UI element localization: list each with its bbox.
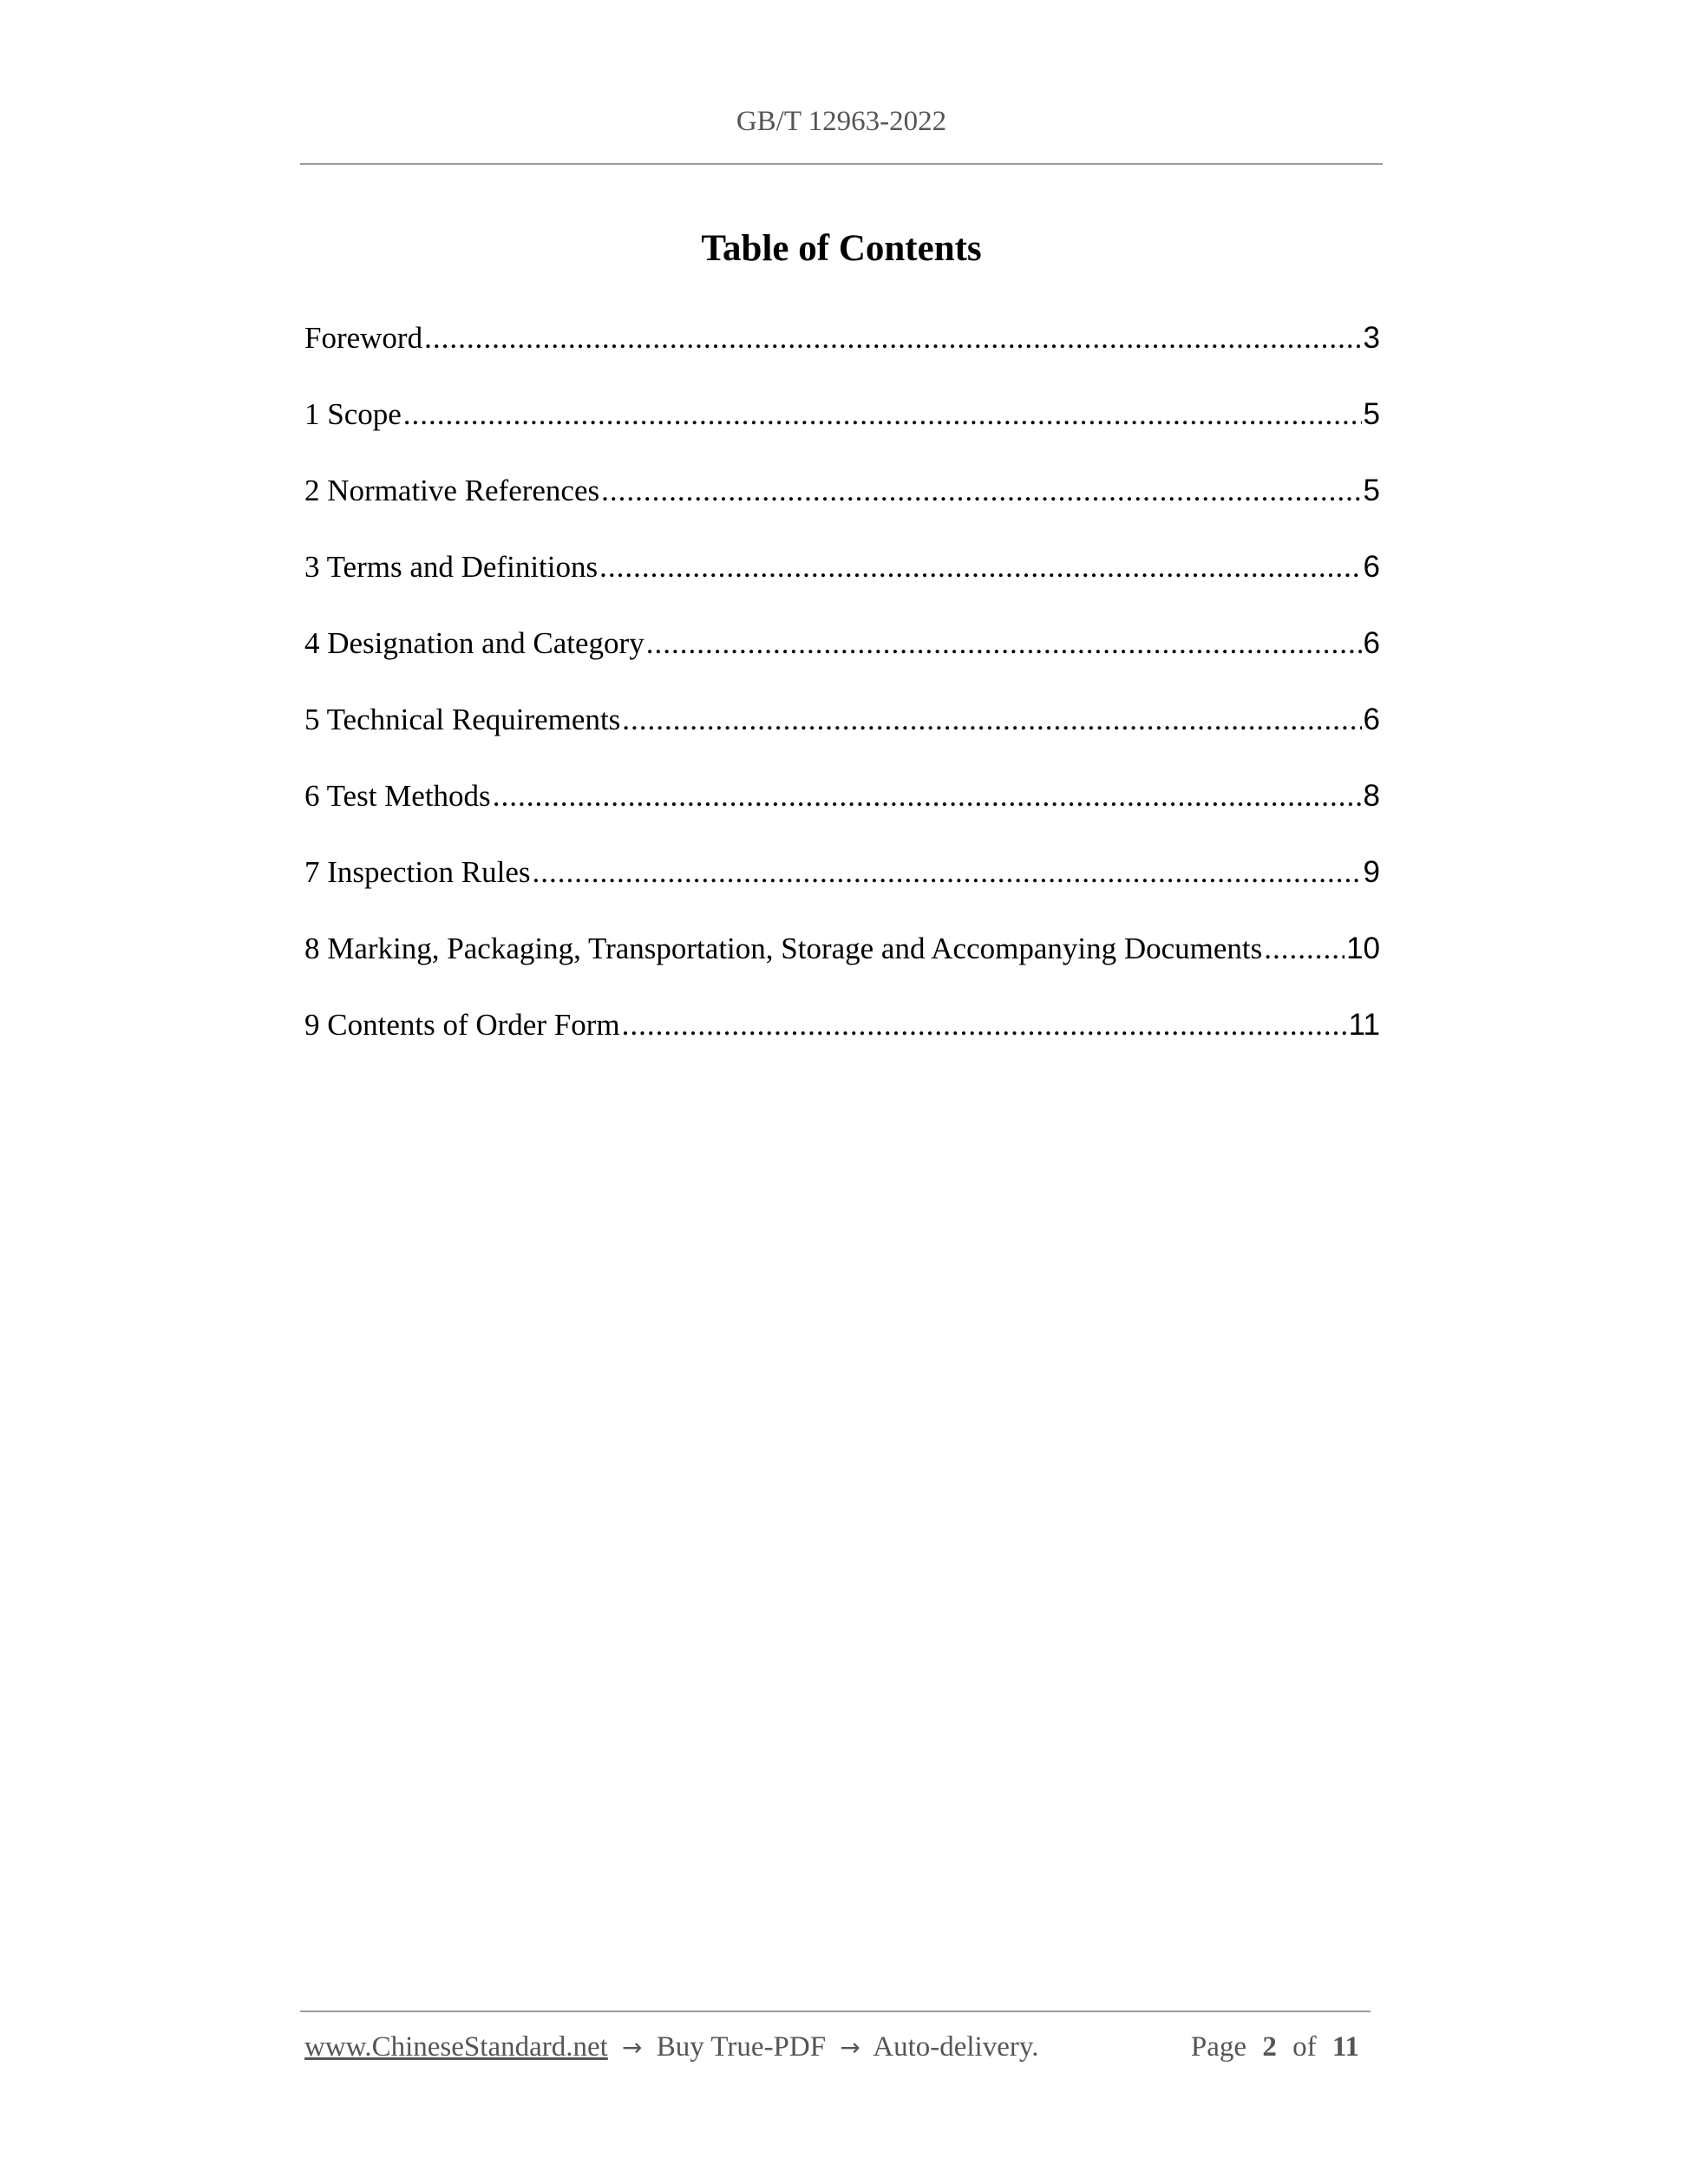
toc-leader-dots — [622, 697, 1361, 742]
toc-page-number: 3 — [1363, 321, 1380, 355]
toc-entry-marking-packaging[interactable] — [304, 926, 1380, 1003]
toc-entry-title: 8 Marking, Packaging, Transportation, Storage and Accompanying Documents — [304, 932, 1263, 965]
arrow-right-icon: → — [622, 2033, 643, 2062]
toc-page-number: 6 — [1363, 703, 1380, 736]
toc-entry-inspection-rules[interactable] — [304, 850, 1380, 926]
toc-entry-terms-and-definitions[interactable] — [304, 545, 1380, 621]
toc-title: Table of Contents — [701, 228, 982, 269]
toc-entry-scope[interactable] — [304, 392, 1380, 468]
footer-delivery-text: Auto-delivery. — [873, 2031, 1039, 2063]
toc-leader-dots — [493, 774, 1362, 819]
of-label: of — [1292, 2031, 1317, 2063]
toc-entry-foreword[interactable] — [304, 316, 1380, 392]
toc-entry-title: 3 Terms and Definitions — [304, 550, 599, 584]
toc-leader-dots — [599, 545, 1361, 590]
arrow-right-icon: → — [840, 2033, 860, 2062]
toc-list — [304, 316, 1380, 1079]
website-link[interactable]: www.ChineseStandard.net — [304, 2031, 608, 2063]
toc-page-number: 9 — [1363, 855, 1380, 889]
toc-page-number: 6 — [1363, 626, 1380, 660]
toc-entry-designation-and-category[interactable] — [304, 621, 1380, 697]
current-page-number: 2 — [1262, 2031, 1277, 2063]
toc-entry-title: 4 Designation and Category — [304, 626, 644, 660]
toc-leader-dots — [533, 850, 1362, 895]
toc-entry-technical-requirements[interactable] — [304, 697, 1380, 774]
toc-leader-dots — [601, 468, 1361, 513]
page-label: Page — [1190, 2031, 1247, 2063]
toc-entry-title: 5 Technical Requirements — [304, 703, 621, 736]
toc-page-number: 10 — [1346, 932, 1380, 965]
toc-leader-dots — [622, 1003, 1347, 1048]
footer-divider — [300, 2011, 1371, 2012]
toc-leader-dots — [424, 316, 1361, 361]
toc-entry-title: 6 Test Methods — [304, 779, 491, 813]
page-footer — [304, 2031, 1371, 2063]
footer-buy-text: Buy True-PDF — [656, 2031, 827, 2063]
toc-entry-test-methods[interactable] — [304, 774, 1380, 850]
toc-entry-normative-references[interactable] — [304, 468, 1380, 545]
page-indicator — [1191, 2031, 1368, 2063]
document-code: GB/T 12963-2022 — [736, 106, 947, 137]
toc-entry-title: 1 Scope — [304, 397, 402, 431]
toc-entry-title: 9 Contents of Order Form — [304, 1008, 620, 1042]
header-divider — [300, 163, 1383, 165]
toc-entry-title: 2 Normative References — [304, 474, 600, 507]
toc-page-number: 8 — [1363, 779, 1380, 813]
toc-page-number: 11 — [1348, 1008, 1380, 1042]
toc-leader-dots — [403, 392, 1362, 437]
toc-page-number: 6 — [1363, 550, 1380, 584]
toc-leader-dots — [1264, 926, 1345, 971]
toc-entry-title: 7 Inspection Rules — [304, 855, 531, 889]
toc-page-number: 5 — [1363, 397, 1380, 431]
toc-page-number: 5 — [1363, 474, 1380, 507]
toc-leader-dots — [646, 621, 1362, 666]
total-pages-number: 11 — [1331, 2031, 1359, 2063]
toc-entry-title: Foreword — [304, 321, 423, 355]
toc-entry-order-form[interactable] — [304, 1003, 1380, 1079]
